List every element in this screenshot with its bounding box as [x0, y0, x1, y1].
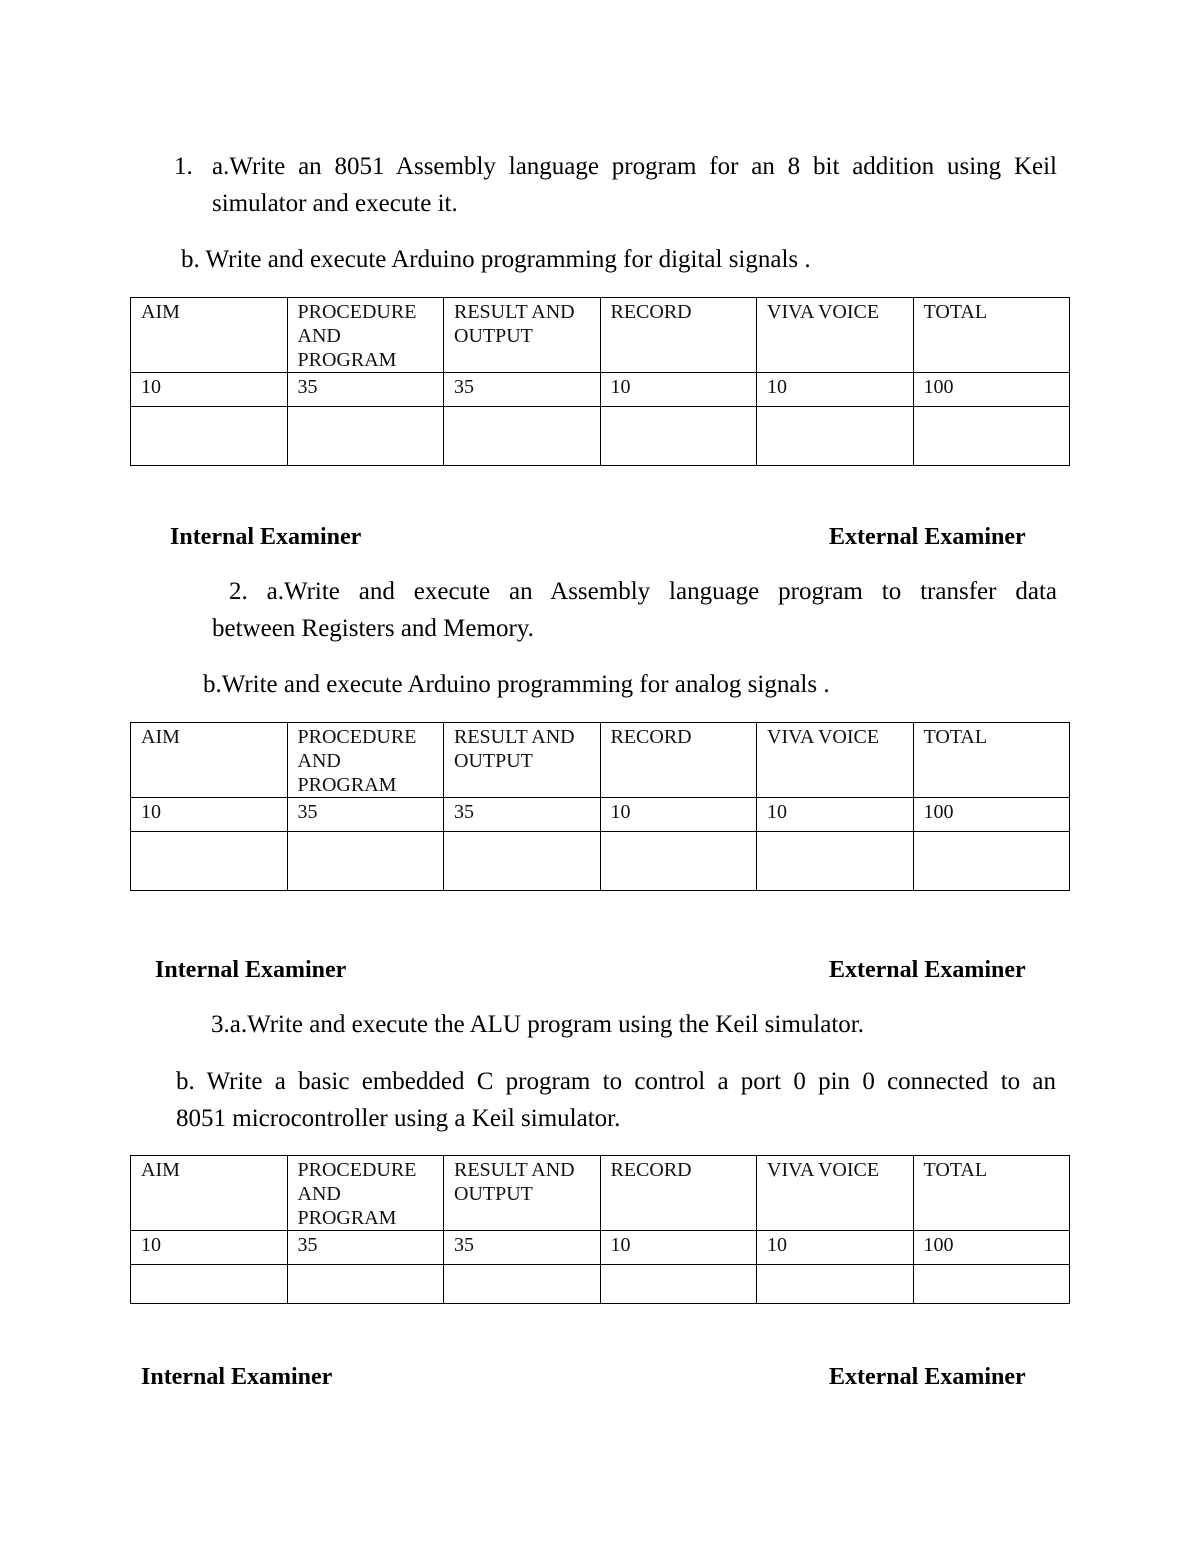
table-max-marks-row [131, 798, 1070, 832]
internal-examiner-3: Internal Examiner [141, 1364, 333, 1390]
table-header-row [131, 1156, 1070, 1231]
header-procedure: PROCEDURE AND PROGRAM [287, 1156, 444, 1231]
max-total: 100 [913, 798, 1070, 832]
score-cell [913, 1265, 1070, 1304]
exp3-b-line1: b. Write a basic embedded C program to control a port 0 pin 0 connected to an [176, 1068, 1056, 1095]
header-record: RECORD [600, 723, 757, 798]
max-aim: 10 [131, 373, 288, 407]
exp2-a-line2: between Registers and Memory. [212, 615, 534, 642]
exp2-b-text: b.Write and execute Arduino programming for analog signals . [203, 671, 830, 698]
external-examiner-3: External Examiner [829, 1364, 1026, 1390]
exp3-a-text: 3.a.Write and execute the ALU program using the Keil simulator. [211, 1011, 864, 1038]
internal-examiner-2: Internal Examiner [155, 957, 347, 983]
header-result: RESULT AND OUTPUT [444, 723, 601, 798]
exp2-a-line1: 2. a.Write and execute an Assembly language program to transfer data [229, 578, 1057, 605]
header-viva: VIVA VOICE [757, 298, 914, 373]
exp1-a-line1: a.Write an 8051 Assembly language program for an 8 bit addition using Keil [212, 153, 1057, 180]
exp3-b-line2: 8051 microcontroller using a Keil simulator. [176, 1105, 621, 1132]
score-cell [600, 832, 757, 891]
score-cell [131, 407, 288, 466]
score-cell [913, 407, 1070, 466]
table-max-marks-row [131, 1231, 1070, 1265]
marks-table-1 [130, 297, 1070, 466]
internal-examiner-1: Internal Examiner [170, 524, 362, 550]
score-cell [757, 1265, 914, 1304]
score-cell [757, 832, 914, 891]
header-viva: VIVA VOICE [757, 1156, 914, 1231]
header-aim: AIM [131, 1156, 288, 1231]
score-cell [444, 407, 601, 466]
score-cell [600, 1265, 757, 1304]
max-viva: 10 [757, 798, 914, 832]
max-total: 100 [913, 373, 1070, 407]
header-aim: AIM [131, 723, 288, 798]
score-cell [444, 832, 601, 891]
marks-table-2 [130, 722, 1070, 891]
max-record: 10 [600, 798, 757, 832]
table-score-row [131, 1265, 1070, 1304]
header-result: RESULT AND OUTPUT [444, 298, 601, 373]
exp1-b-text: b. Write and execute Arduino programming for digital signals . [181, 246, 811, 273]
max-aim: 10 [131, 1231, 288, 1265]
max-procedure: 35 [287, 1231, 444, 1265]
max-viva: 10 [757, 1231, 914, 1265]
external-examiner-2: External Examiner [829, 957, 1026, 983]
score-cell [444, 1265, 601, 1304]
max-procedure: 35 [287, 798, 444, 832]
score-cell [757, 407, 914, 466]
max-viva: 10 [757, 373, 914, 407]
header-aim: AIM [131, 298, 288, 373]
header-record: RECORD [600, 298, 757, 373]
exp1-number: 1. [174, 153, 193, 180]
external-examiner-1: External Examiner [829, 524, 1026, 550]
max-procedure: 35 [287, 373, 444, 407]
max-record: 10 [600, 1231, 757, 1265]
max-aim: 10 [131, 798, 288, 832]
table-header-row [131, 723, 1070, 798]
header-result: RESULT AND OUTPUT [444, 1156, 601, 1231]
score-cell [287, 1265, 444, 1304]
header-record: RECORD [600, 1156, 757, 1231]
max-record: 10 [600, 373, 757, 407]
header-procedure: PROCEDURE AND PROGRAM [287, 298, 444, 373]
max-result: 35 [444, 798, 601, 832]
header-total: TOTAL [913, 1156, 1070, 1231]
max-result: 35 [444, 1231, 601, 1265]
header-total: TOTAL [913, 723, 1070, 798]
score-cell [287, 407, 444, 466]
table-score-row [131, 407, 1070, 466]
score-cell [131, 832, 288, 891]
header-total: TOTAL [913, 298, 1070, 373]
marks-table-3 [130, 1155, 1070, 1304]
score-cell [600, 407, 757, 466]
score-cell [913, 832, 1070, 891]
score-cell [131, 1265, 288, 1304]
max-total: 100 [913, 1231, 1070, 1265]
table-max-marks-row [131, 373, 1070, 407]
table-score-row [131, 832, 1070, 891]
exp1-a-line2: simulator and execute it. [212, 190, 458, 217]
table-header-row [131, 298, 1070, 373]
score-cell [287, 832, 444, 891]
header-procedure: PROCEDURE AND PROGRAM [287, 723, 444, 798]
max-result: 35 [444, 373, 601, 407]
header-viva: VIVA VOICE [757, 723, 914, 798]
